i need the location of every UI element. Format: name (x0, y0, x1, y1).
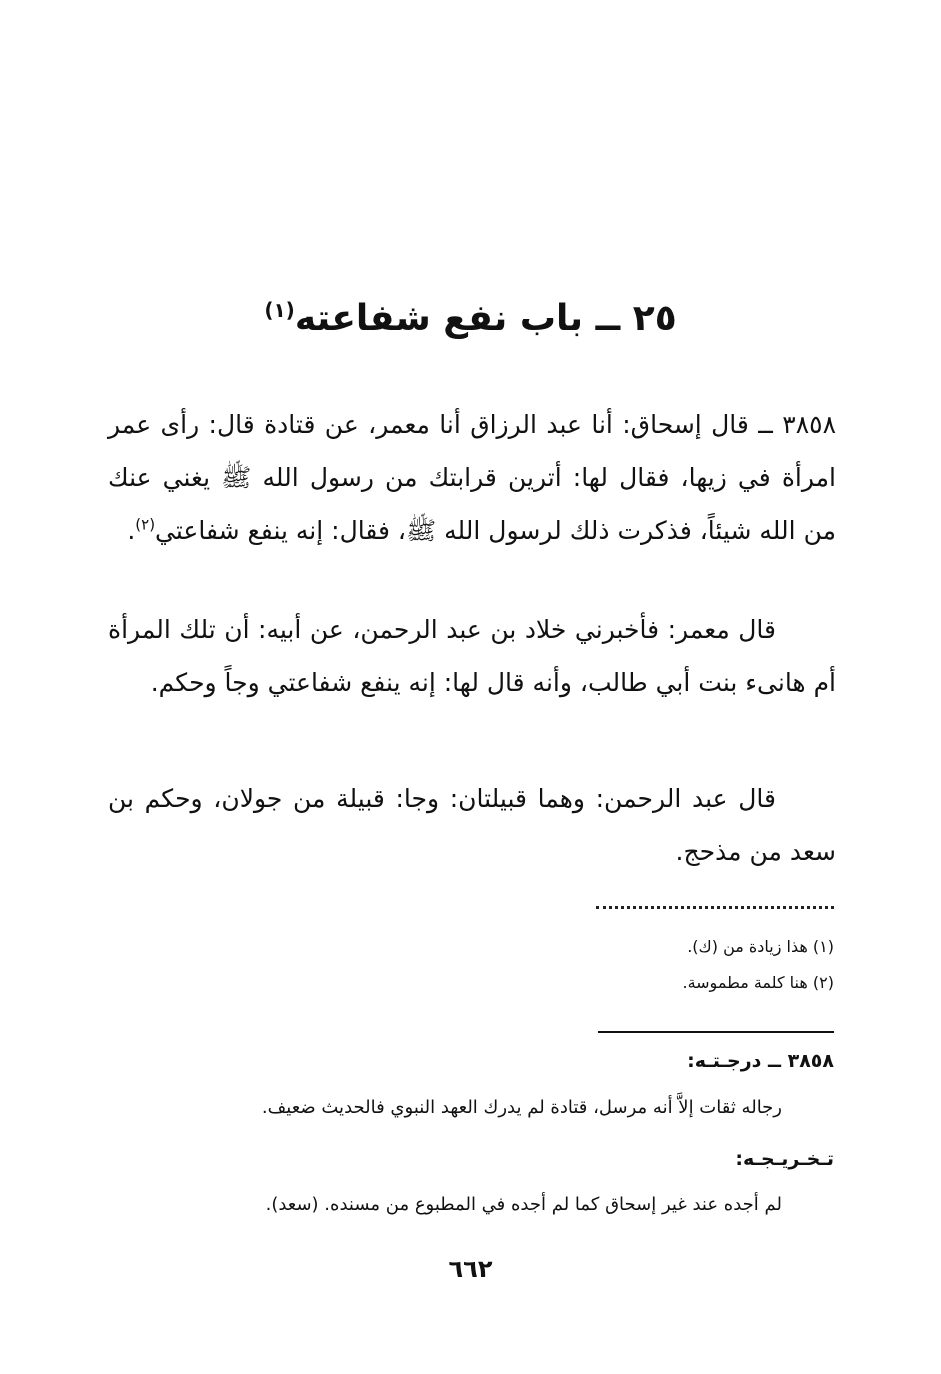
grade-text: رجاله ثقات إلاَّ أنه مرسل، قتادة لم يدرك العهد النبوي فالحديث ضعيف. (261, 1097, 782, 1118)
footnote-2: (٢) هنا كلمة مطموسة. (682, 973, 834, 992)
hadith-text: ٣٨٥٨ ــ قال إسحاق: أنا عبد الرزاق أنا معمر، عن قتادة قال: رأى عمر امرأة في زيها، فقال لها: أترين قرابتك من رسول الله ﷺ يغني عنك من الله شيئاً، فذكرت ذلك لرسول الله ﷺ، فقال: إنه ينفع شفاعتي (108, 410, 836, 545)
hadith-paragraph (108, 398, 836, 557)
grade-heading: ٣٨٥٨ ــ درجـتـه: (687, 1050, 834, 1072)
sentence-end: . (127, 516, 136, 545)
chapter-footnote-ref: (١) (264, 298, 295, 322)
footnote-1: (١) هذا زيادة من (ك). (687, 937, 834, 956)
takhrij-heading: تـخـريـجـه: (735, 1148, 834, 1170)
section-divider (598, 1031, 834, 1033)
takhrij-text: لم أجده عند غير إسحاق كما لم أجده في المطبوع من مسنده. (سعد). (265, 1194, 782, 1215)
chapter-title-text: ٢٥ ــ باب نفع شفاعته (294, 298, 677, 339)
page-number: ٦٦٢ (448, 1255, 493, 1283)
explanation-paragraph: قال عبد الرحمن: وهما قبيلتان: وجا: قبيلة من جولان، وحكم بن سعد من مذحج. (108, 784, 836, 866)
footnote-ref: (٢) (135, 515, 156, 534)
narration-paragraph: قال معمر: فأخبرني خلاد بن عبد الرحمن، عن أبيه: أن تلك المرأة أم هانىء بنت أبي طالب، وأنه قال لها: إنه ينفع شفاعتي وجاً وحكم. (108, 615, 836, 697)
chapter-title (0, 280, 941, 349)
footnote-separator (596, 896, 834, 909)
